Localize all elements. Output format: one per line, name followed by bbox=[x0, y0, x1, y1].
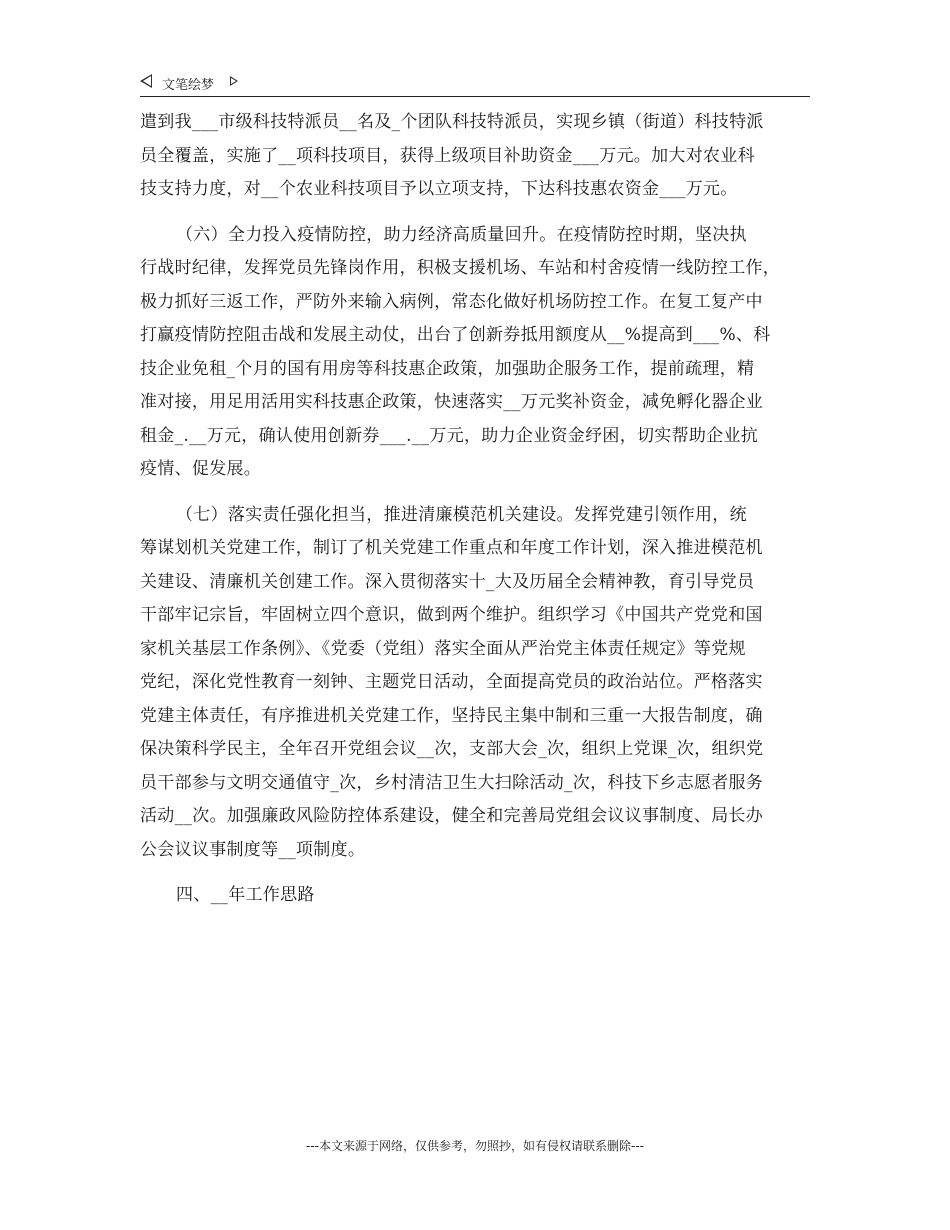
text-line: 党纪，深化党性教育一刻钟、主题党日活动，全面提高党员的政治站位。严格落实 bbox=[140, 672, 763, 692]
text-line: 员干部参与文明交通值守_次，乡村清洁卫生大扫除活动_次，科技下乡志愿者服务 bbox=[140, 772, 764, 793]
brand-name: 文笔绘梦 bbox=[162, 78, 215, 93]
page-header bbox=[140, 70, 810, 94]
text-line: 员全覆盖，实施了__项科技项目，获得上级项目补助资金___万元。加大对农业科 bbox=[140, 145, 755, 166]
text-line: 极力抓好三返工作，严防外来输入病例，常态化做好机场防控工作。在复工复产中 bbox=[140, 291, 763, 312]
header-rule bbox=[140, 96, 810, 97]
text-line: 疫情、促发展。 bbox=[140, 459, 262, 479]
text-line: 行战时纪律，发挥党员先锋岗作用，积极支援机场、车站和村舍疫情一线防控工作， bbox=[140, 258, 781, 278]
text-line: 打赢疫情防控阻击战和发展主动仗，出台了创新券抵用额度从__%提高到___%、科 bbox=[140, 325, 771, 345]
text-line: 租金_.__万元，确认使用创新券___.__万元，助力企业资金纾困，切实帮助企业抗 bbox=[140, 425, 759, 446]
text-line: 遣到我___市级科技特派员__名及_个团队科技特派员，实现乡镇（街道）科技特派 bbox=[140, 112, 764, 132]
text-line: （六）全力投入疫情防控，助力经济高质量回升。在疫情防控时期，坚决执 bbox=[176, 224, 747, 245]
text-line: 技企业免租_个月的国有用房等科技惠企政策，加强助企服务工作，提前疏理，精 bbox=[140, 358, 755, 379]
text-line: 家机关基层工作条例》、《党委（党组）落实全面从严治党主体责任规定》等党规 bbox=[140, 638, 746, 659]
text-line: 活动__次。加强廉政风险防控体系建设，健全和完善局党组会议议事制度、局长办 bbox=[140, 806, 764, 826]
triangle-left-icon bbox=[140, 74, 152, 88]
paragraph-3 bbox=[140, 499, 820, 868]
text-line: 保决策科学民主，全年召开党组会议__次，支部大会_次，组织上党课_次，组织党 bbox=[140, 739, 764, 759]
footer-disclaimer: ---本文来源于网络，仅供参考，勿照抄，如有侵权请联系删除--- bbox=[306, 1139, 644, 1153]
text-line: 筹谋划机关党建工作，制订了机关党建工作重点和年度工作计划，深入推进模范机 bbox=[140, 538, 763, 558]
text-line: 公会议议事制度等__项制度。 bbox=[140, 839, 366, 860]
text-line: （七）落实责任强化担当，推进清廉模范机关建设。发挥党建引领作用，统 bbox=[176, 504, 747, 525]
text-line: 技支持力度，对__个农业科技项目予以立项支持，下达科技惠农资金___万元。 bbox=[140, 179, 738, 199]
paragraph-2 bbox=[140, 219, 820, 487]
section-heading: 四、__年工作思路 bbox=[176, 885, 315, 905]
paragraph-1 bbox=[140, 106, 820, 207]
text-line: 党建主体责任，有序推进机关党建工作，坚持民主集中制和三重一大报告制度，确 bbox=[140, 705, 763, 726]
triangle-right-icon bbox=[230, 76, 238, 86]
text-line: 准对接，用足用活用实科技惠企政策，快速落实__万元奖补资金，减免孵化器企业 bbox=[140, 392, 764, 412]
text-line: 干部牢记宗旨，牢固树立四个意识，做到两个维护。组织学习《中国共产党党和国 bbox=[140, 605, 763, 625]
text-line: 关建设、清廉机关创建工作。深入贯彻落实十_大及历届全会精神教，育引导党员 bbox=[140, 571, 755, 592]
document-body bbox=[140, 106, 820, 913]
